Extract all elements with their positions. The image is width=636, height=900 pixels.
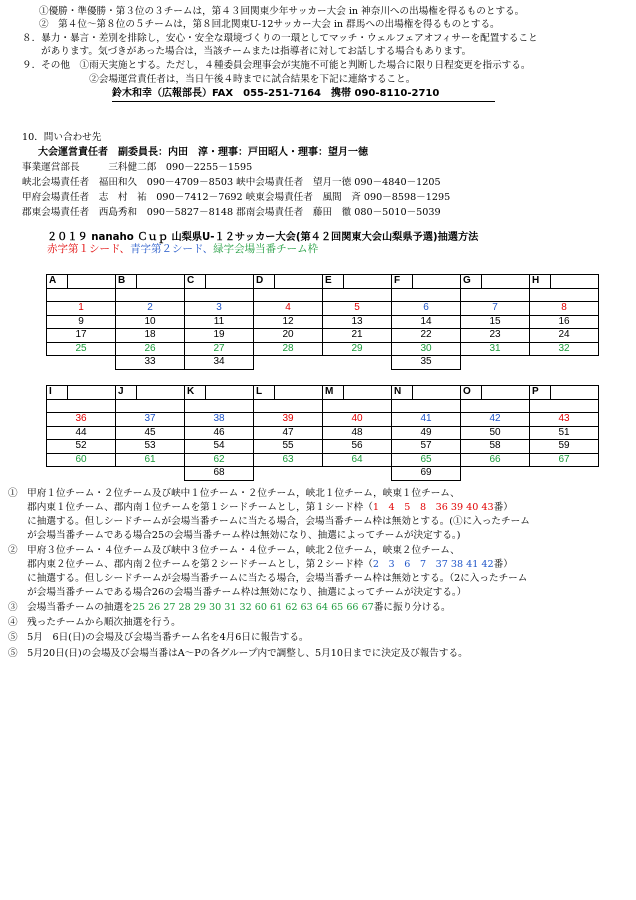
group-label	[47, 386, 116, 400]
seed-slot: 36	[47, 413, 116, 427]
group-letter: A	[49, 275, 57, 287]
note-line	[8, 602, 451, 614]
contact-underline	[112, 101, 495, 102]
venue-slot: 66	[461, 453, 530, 467]
note-text: 郡内東１位チーム、郡内南１位チームを第１シードチームとし，第１シード枠（	[8, 502, 373, 513]
bracket-row	[47, 342, 599, 356]
bracket-row	[47, 467, 599, 481]
draw-slot: 11	[185, 315, 254, 329]
note-line: ④ 残ったチームから順次抽選を行う。	[8, 617, 181, 628]
venue-slot: 31	[461, 342, 530, 356]
seed-slot: 3	[185, 302, 254, 316]
draw-slot: 10	[116, 315, 185, 329]
group-label	[116, 386, 185, 400]
group-letter: I	[49, 386, 52, 398]
venue-slot: 30	[392, 342, 461, 356]
note-line	[8, 502, 513, 514]
draw-slot: 21	[323, 329, 392, 343]
draw-slot: 47	[254, 426, 323, 440]
draw-slot: 22	[392, 329, 461, 343]
draw-slot: 16	[530, 315, 599, 329]
rule-line: ８．暴力・暴言・差別を排除し，安心・安全な環境づくりの一環としてマッチ・ウェルフェアオフィサーを配置すること	[22, 33, 538, 44]
venue-slot: 61	[116, 453, 185, 467]
seed-slot: 41	[392, 413, 461, 427]
note-line: が会場当番チームである場合25の会場当番チーム枠は無効になり、抽選によってチームが決定する。)	[8, 530, 461, 541]
draw-slot: 17	[47, 329, 116, 343]
group-label	[392, 275, 461, 289]
group-label	[185, 275, 254, 289]
note-line: ① 甲府１位チーム・２位チーム及び峡中１位チーム・２位チーム，峡北１位チーム，峡東１位チーム、	[8, 488, 460, 499]
empty-slot	[185, 399, 254, 413]
note-text: 番）	[493, 559, 513, 570]
bracket-row	[47, 413, 599, 427]
seed-slot: 7	[461, 302, 530, 316]
draw-slot: 59	[530, 440, 599, 454]
group-letter: L	[256, 386, 263, 398]
empty-slot	[116, 399, 185, 413]
group-letter: E	[325, 275, 332, 287]
venue-slot: 32	[530, 342, 599, 356]
note-text: 郡内東２位チーム、郡内南２位チームを第２シードチームとし，第２シード枠（	[8, 559, 373, 570]
seed-slot: 38	[185, 413, 254, 427]
empty-slot	[323, 288, 392, 302]
draw-slot: 48	[323, 426, 392, 440]
inquiry-line: 甲府会場責任者 志 村 祐 090－7412－7692 峡東会場責任者 風間 斉 090－8598－1295	[22, 192, 451, 203]
draw-slot: 19	[185, 329, 254, 343]
seed-slot: 2	[116, 302, 185, 316]
group-letter: K	[187, 386, 195, 398]
group-label	[185, 386, 254, 400]
venue-slot: 26	[116, 342, 185, 356]
draw-slot: 14	[392, 315, 461, 329]
extra-slot	[47, 467, 116, 481]
draw-slot: 44	[47, 426, 116, 440]
inquiry-line: 郡東会場責任者 西島秀和 090－5827－8148 郡南会場責任者 藤田 徹 080－5010－5039	[22, 207, 441, 218]
inquiries-heading: 10．問い合わせ先	[22, 132, 102, 143]
group-letter: G	[463, 275, 471, 287]
note-line	[8, 559, 513, 571]
extra-slot	[254, 467, 323, 481]
seed-slot: 6	[392, 302, 461, 316]
empty-slot	[461, 288, 530, 302]
venue-slot: 64	[323, 453, 392, 467]
group-label	[323, 275, 392, 289]
extra-slot	[530, 467, 599, 481]
venue-slot: 63	[254, 453, 323, 467]
extra-slot: 35	[392, 356, 461, 370]
draw-table-a-h	[46, 274, 599, 370]
rule-line: ②会場運営責任者は，当日午後４時までに試合結果を下記に連絡すること。	[22, 74, 416, 85]
note-text: 番）	[493, 502, 513, 513]
bracket-row	[47, 275, 599, 289]
bracket-row	[47, 329, 599, 343]
venue-slot: 62	[185, 453, 254, 467]
draw-slot: 55	[254, 440, 323, 454]
group-letter: B	[118, 275, 126, 287]
draw-slot: 12	[254, 315, 323, 329]
empty-slot	[254, 288, 323, 302]
bracket-row	[47, 302, 599, 316]
extra-slot	[461, 356, 530, 370]
bracket-row	[47, 426, 599, 440]
seed2-numbers: 2 3 6 7 37 38 41 42	[372, 559, 494, 570]
draw-slot: 53	[116, 440, 185, 454]
empty-slot	[392, 399, 461, 413]
group-label	[461, 275, 530, 289]
inquiry-line: 大会運営責任者 副委員長：内田 淳・理事：戸田昭人・理事：望月一徳	[38, 147, 368, 158]
extra-slot: 69	[392, 467, 461, 481]
venue-numbers: 25 26 27 28 29 30 31 32 60 61 62 63 64 65 66 67	[132, 602, 374, 613]
seed1-numbers: 1 4 5 8 36 39 40 43	[372, 502, 494, 513]
draw-title: ２０１９ nanaho Ｃｕｐ 山梨県U-１２サッカー大会(第４２回関東大会山梨県予選)抽選方法	[47, 232, 479, 243]
report-contact: 鈴木和幸（広報部長）FAX 055-251-7164 携帯 090-8110-2710	[112, 88, 440, 99]
extra-slot: 68	[185, 467, 254, 481]
group-label	[461, 386, 530, 400]
bracket-row	[47, 453, 599, 467]
group-letter: D	[256, 275, 264, 287]
empty-slot	[185, 288, 254, 302]
venue-slot: 25	[47, 342, 116, 356]
seed-slot: 8	[530, 302, 599, 316]
extra-slot	[461, 467, 530, 481]
note-line: ⑤ 5月 6日(日)の会場及び会場当番チーム名を4月6日に報告する。	[8, 632, 309, 643]
rule-line: ①優勝・準優勝・第３位の３チームは，第４３回関東少年サッカー大会 in 神奈川への出場権を得るものとする。	[39, 6, 525, 17]
empty-slot	[461, 399, 530, 413]
extra-slot: 34	[185, 356, 254, 370]
seed-slot: 42	[461, 413, 530, 427]
seed-slot: 43	[530, 413, 599, 427]
venue-slot: 28	[254, 342, 323, 356]
bracket-row	[47, 315, 599, 329]
group-letter: F	[394, 275, 401, 287]
draw-slot: 15	[461, 315, 530, 329]
group-label	[323, 386, 392, 400]
group-letter: P	[532, 386, 539, 398]
inquiry-line: 峡北会場責任者 福田和久 090－4709－8503 峡中会場責任者 望月一徳 090－4840－1205	[22, 177, 441, 188]
draw-slot: 46	[185, 426, 254, 440]
inquiry-line: 事業運営部長 三科健二郎 090－2255－1595	[22, 162, 253, 173]
group-letter: J	[118, 386, 124, 398]
draw-slot: 52	[47, 440, 116, 454]
venue-slot: 29	[323, 342, 392, 356]
group-letter: M	[325, 386, 334, 398]
group-label	[47, 275, 116, 289]
note-text: 番に振り分ける。	[373, 602, 451, 613]
rule-line: ９．その他 ①雨天実施とする。ただし，４種委員会理事会が実施不可能と判断した場合に限り日程変更を指示する。	[22, 60, 531, 71]
extra-slot	[530, 356, 599, 370]
draw-slot: 23	[461, 329, 530, 343]
empty-slot	[530, 288, 599, 302]
empty-slot	[116, 288, 185, 302]
venue-slot: 27	[185, 342, 254, 356]
group-label	[254, 386, 323, 400]
group-letter: N	[394, 386, 402, 398]
note-line: ② 甲府３位チーム・４位チーム及び峡中３位チーム・４位チーム，峡北２位チーム，峡東２位チーム、	[8, 545, 460, 556]
extra-slot	[323, 356, 392, 370]
seed-slot: 40	[323, 413, 392, 427]
draw-slot: 57	[392, 440, 461, 454]
note-text: ③ 会場当番チームの抽選を	[8, 602, 133, 613]
group-letter: O	[463, 386, 471, 398]
group-letter: H	[532, 275, 540, 287]
empty-slot	[323, 399, 392, 413]
group-label	[116, 275, 185, 289]
draw-slot: 45	[116, 426, 185, 440]
note-line: に抽選する。但しシードチームが会場当番チームに当たる場合，会場当番チーム枠は無効とする。(①に入ったチーム	[8, 516, 530, 527]
seed-slot: 39	[254, 413, 323, 427]
draw-table-i-p	[46, 385, 599, 481]
empty-slot	[392, 288, 461, 302]
group-label	[254, 275, 323, 289]
draw-slot: 54	[185, 440, 254, 454]
draw-slot: 49	[392, 426, 461, 440]
empty-slot	[47, 399, 116, 413]
empty-slot	[254, 399, 323, 413]
draw-slot: 20	[254, 329, 323, 343]
note-line: ⑤ 5月20日(日)の会場及び会場当番はA～Pの各グループ内で調整し、5月10日までに決定及び報告する。	[8, 648, 468, 659]
note-line: に抽選する。但しシードチームが会場当番チームに当たる場合，会場当番チーム枠は無効とする。（2に入ったチーム	[8, 573, 528, 584]
seed-slot: 37	[116, 413, 185, 427]
venue-slot: 67	[530, 453, 599, 467]
rule-line: ② 第４位～第８位の５チームは，第８回北関東U-12サッカー大会 in 群馬への出場権を得るものとする。	[39, 19, 500, 30]
empty-slot	[530, 399, 599, 413]
group-label	[530, 275, 599, 289]
bracket-row	[47, 386, 599, 400]
draw-slot: 9	[47, 315, 116, 329]
seed-legend	[47, 243, 318, 255]
extra-slot	[47, 356, 116, 370]
seed-slot: 1	[47, 302, 116, 316]
seed-slot: 5	[323, 302, 392, 316]
rule-line: があります。気づきがあった場合は，当該チームまたは指導者に対してお話しする場合もあります。	[22, 46, 472, 57]
venue-slot: 65	[392, 453, 461, 467]
draw-slot: 13	[323, 315, 392, 329]
group-label	[530, 386, 599, 400]
legend-venue: 緑字会場当番チーム枠	[213, 243, 319, 255]
draw-slot: 58	[461, 440, 530, 454]
venue-slot: 60	[47, 453, 116, 467]
draw-slot: 24	[530, 329, 599, 343]
empty-slot	[47, 288, 116, 302]
extra-slot	[254, 356, 323, 370]
bracket-row	[47, 440, 599, 454]
extra-slot	[116, 467, 185, 481]
draw-slot: 51	[530, 426, 599, 440]
bracket-row	[47, 356, 599, 370]
group-letter: C	[187, 275, 195, 287]
draw-slot: 18	[116, 329, 185, 343]
legend-seed2: 青字第２シード、	[130, 243, 214, 255]
note-line: が会場当番チームである場合26の会場当番チーム枠は無効になり、抽選によってチームが決定する。）	[8, 587, 467, 598]
draw-slot: 50	[461, 426, 530, 440]
bracket-row	[47, 288, 599, 302]
legend-seed1: 赤字第１シード、	[47, 243, 131, 255]
extra-slot: 33	[116, 356, 185, 370]
seed-slot: 4	[254, 302, 323, 316]
draw-slot: 56	[323, 440, 392, 454]
group-label	[392, 386, 461, 400]
extra-slot	[323, 467, 392, 481]
bracket-row	[47, 399, 599, 413]
